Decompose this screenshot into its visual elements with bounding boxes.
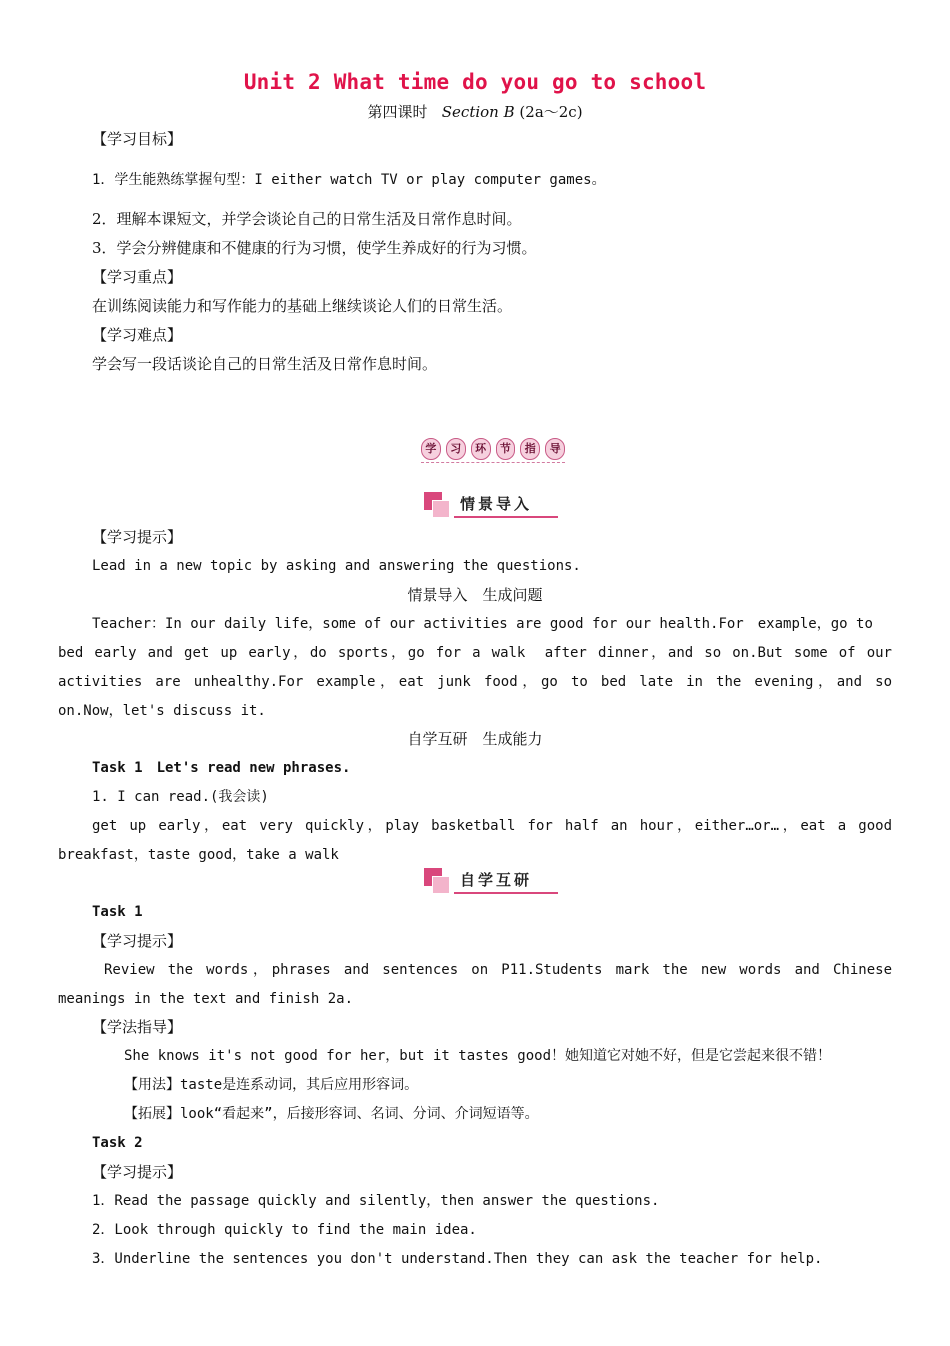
lesson-label: 第四课时 — [367, 103, 428, 121]
phrase-line: breakfast，taste good，take a walk — [58, 847, 339, 863]
banner-char: 导 — [545, 438, 565, 460]
section-header-label: 情景导入 — [460, 495, 533, 513]
objectives-heading: 【学习目标】 — [92, 130, 183, 148]
tip-item: 3．Underline the sentences you don't understand.Then they can ask the teacher for help. — [92, 1251, 823, 1267]
task-title: Task 1 Let's read new phrases. — [92, 760, 351, 776]
section-header-rule — [454, 516, 558, 518]
teacher-line: activities are unhealthy.For example，eat junk food，go to bed late in the evening，and so — [58, 674, 892, 690]
objective-item: 2．理解本课短文，并学会谈论自己的日常生活及日常作息时间。 — [92, 210, 522, 228]
tip-heading: 【学习提示】 — [92, 932, 183, 950]
banner-char: 指 — [520, 438, 540, 460]
learning-guide-banner — [421, 435, 565, 463]
tip-item: 2．Look through quickly to find the main idea. — [92, 1222, 477, 1238]
tip-heading: 【学习提示】 — [92, 1163, 183, 1181]
tip-heading: 【学习提示】 — [92, 528, 183, 546]
teacher-line: on.Now，let's discuss it. — [58, 703, 266, 719]
subheading: 情景导入 生成问题 — [407, 586, 543, 604]
section-square-icon — [432, 876, 450, 894]
objective-item: 3．学会分辨健康和不健康的行为习惯，使学生养成好的行为习惯。 — [92, 239, 537, 257]
document-subtitle — [0, 101, 950, 122]
banner-divider — [421, 462, 565, 463]
section-header-label: 自学互研 — [460, 871, 533, 889]
banner-char: 习 — [446, 438, 466, 460]
objective-item: 1．学生能熟练掌握句型：I either watch TV or play computer games。 — [92, 172, 606, 188]
task-title: Task 1 — [92, 904, 143, 920]
tip-item: 1．Read the passage quickly and silently，then answer the questions. — [92, 1193, 660, 1209]
banner-char: 学 — [421, 438, 441, 460]
difficulties-heading: 【学习难点】 — [92, 326, 183, 344]
teacher-line: Teacher：In our daily life，some of our activities are good for our health.For example，go to — [92, 616, 873, 632]
section-header-rule — [454, 892, 558, 894]
guide-line: 【拓展】look“看起来”，后接形容词、名词、分词、介词短语等。 — [124, 1106, 539, 1122]
section-header-lead-in — [424, 492, 558, 518]
task-item: 1. I can read.(我会读) — [92, 789, 269, 805]
task-title: Task 2 — [92, 1135, 143, 1151]
banner-char: 环 — [471, 438, 491, 460]
key-points-heading: 【学习重点】 — [92, 268, 183, 286]
phrase-line: get up early，eat very quickly，play basketball for half an hour，either…or…，eat a good — [92, 818, 892, 834]
banner-char: 节 — [496, 438, 516, 460]
document-title: Unit 2 What time do you go to school — [243, 70, 707, 94]
teacher-line: bed early and get up early，do sports，go for a walk after dinner，and so on.But some of our — [58, 645, 892, 661]
guide-line: 【用法】taste是连系动词，其后应用形容词。 — [124, 1077, 419, 1093]
guide-line: She knows it's not good for her，but it tastes good！她知道它对她不好，但是它尝起来很不错！ — [124, 1048, 832, 1064]
section-square-icon — [432, 500, 450, 518]
tip-line: meanings in the text and finish 2a. — [58, 991, 354, 1007]
key-points-text: 在训练阅读能力和写作能力的基础上继续谈论人们的日常生活。 — [92, 297, 513, 315]
subheading: 自学互研 生成能力 — [407, 730, 543, 748]
tip-line: Review the words，phrases and sentences on P11.Students mark the new words and Chinese — [104, 962, 892, 978]
tip-text: Lead in a new topic by asking and answering the questions. — [92, 558, 581, 574]
section-header-self-study — [424, 868, 558, 894]
difficulties-text: 学会写一段话谈论自己的日常生活及日常作息时间。 — [92, 355, 438, 373]
section-range: (2a～2c) — [519, 103, 583, 121]
guide-heading: 【学法指导】 — [92, 1018, 183, 1036]
section-label: Section B — [441, 103, 515, 121]
